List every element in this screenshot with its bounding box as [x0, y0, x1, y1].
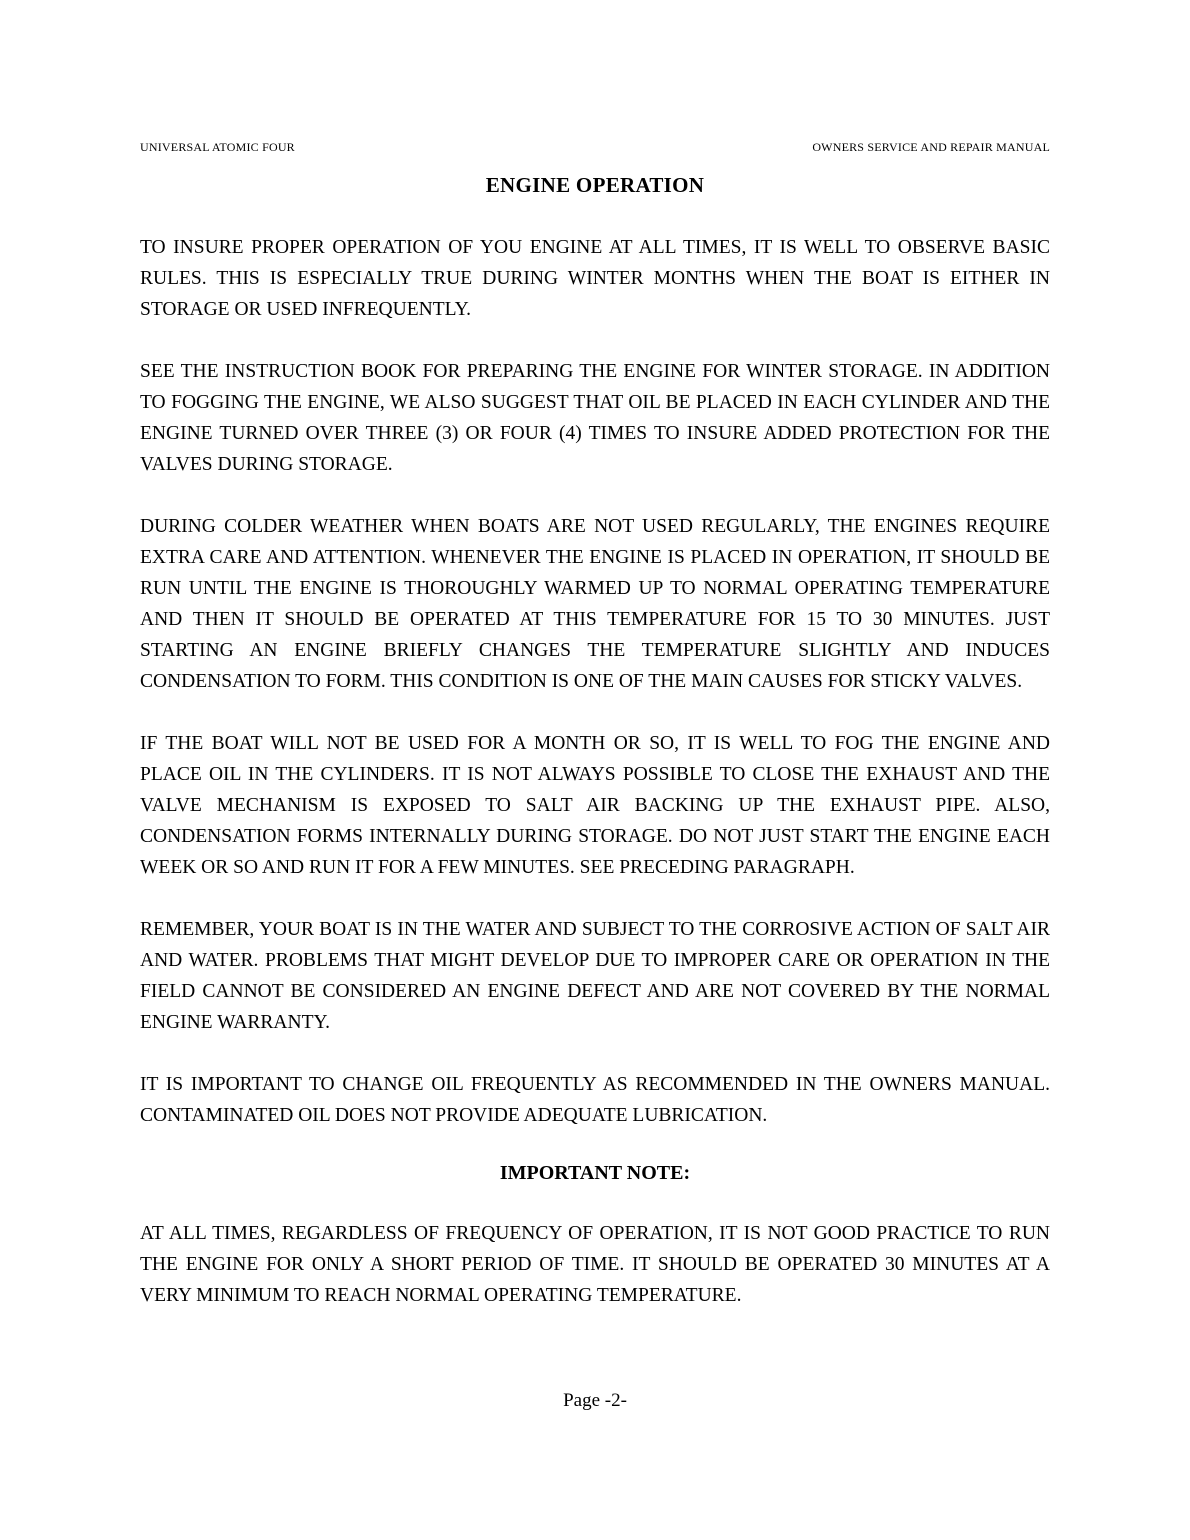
document-body	[140, 232, 1050, 1311]
header-right-text: OWNERS SERVICE AND REPAIR MANUAL	[812, 140, 1050, 154]
paragraph-4: IF THE BOAT WILL NOT BE USED FOR A MONTH OR SO, IT IS WELL TO FOG THE ENGINE AND PLACE OIL IN THE CYLINDERS. IT IS NOT ALWAYS POSSIBLE TO CLOSE THE EXHAUST AND THE VALVE MECHANISM IS EXPOSED TO SALT AIR BACKING UP THE EXHAUST PIPE. ALSO, CONDENSATION FORMS INTERNALLY DURING STORAGE. DO NOT JUST START THE ENGINE EACH WEEK OR SO AND RUN IT FOR A FEW MINUTES. SEE PRECEDING PARAGRAPH.	[140, 733, 1050, 878]
important-note-paragraph: AT ALL TIMES, REGARDLESS OF FREQUENCY OF OPERATION, IT IS NOT GOOD PRACTICE TO RUN THE ENGINE FOR ONLY A SHORT PERIOD OF TIME. IT SHOULD BE OPERATED 30 MINUTES AT A VERY MINIMUM TO REACH NORMAL OPERATING TEMPERATURE.	[140, 1223, 1050, 1306]
paragraph-3: DURING COLDER WEATHER WHEN BOATS ARE NOT USED REGULARLY, THE ENGINES REQUIRE EXTRA CARE AND ATTENTION. WHENEVER THE ENGINE IS PLACED IN OPERATION, IT SHOULD BE RUN UNTIL THE ENGINE IS THOROUGHLY WARMED UP TO NORMAL OPERATING TEMPERATURE AND THEN IT SHOULD BE OPERATED AT THIS TEMPERATURE FOR 15 TO 30 MINUTES. JUST STARTING AN ENGINE BRIEFLY CHANGES THE TEMPERATURE SLIGHTLY AND INDUCES CONDENSATION TO FORM. THIS CONDITION IS ONE OF THE MAIN CAUSES FOR STICKY VALVES.	[140, 516, 1050, 692]
header-left-text: UNIVERSAL ATOMIC FOUR	[140, 140, 295, 154]
paragraph-6: IT IS IMPORTANT TO CHANGE OIL FREQUENTLY AS RECOMMENDED IN THE OWNERS MANUAL. CONTAMINATED OIL DOES NOT PROVIDE ADEQUATE LUBRICATION.	[140, 1074, 1050, 1126]
page-header	[140, 140, 1050, 155]
paragraph-5: REMEMBER, YOUR BOAT IS IN THE WATER AND SUBJECT TO THE CORROSIVE ACTION OF SALT AIR AND WATER. PROBLEMS THAT MIGHT DEVELOP DUE TO IMPROPER CARE OR OPERATION IN THE FIELD CANNOT BE CONSIDERED AN ENGINE DEFECT AND ARE NOT COVERED BY THE NORMAL ENGINE WARRANTY.	[140, 919, 1050, 1033]
paragraph-1: TO INSURE PROPER OPERATION OF YOU ENGINE AT ALL TIMES, IT IS WELL TO OBSERVE BASIC RULES. THIS IS ESPECIALLY TRUE DURING WINTER MONTHS WHEN THE BOAT IS EITHER IN STORAGE OR USED INFREQUENTLY.	[140, 237, 1050, 320]
paragraph-2: SEE THE INSTRUCTION BOOK FOR PREPARING THE ENGINE FOR WINTER STORAGE. IN ADDITION TO FOGGING THE ENGINE, WE ALSO SUGGEST THAT OIL BE PLACED IN EACH CYLINDER AND THE ENGINE TURNED OVER THREE (3) OR FOUR (4) TIMES TO INSURE ADDED PROTECTION FOR THE VALVES DURING STORAGE.	[140, 361, 1050, 475]
page-title: ENGINE OPERATION	[485, 173, 705, 197]
page-number: Page -2-	[563, 1390, 627, 1411]
important-note-heading: IMPORTANT NOTE:	[499, 1162, 691, 1184]
